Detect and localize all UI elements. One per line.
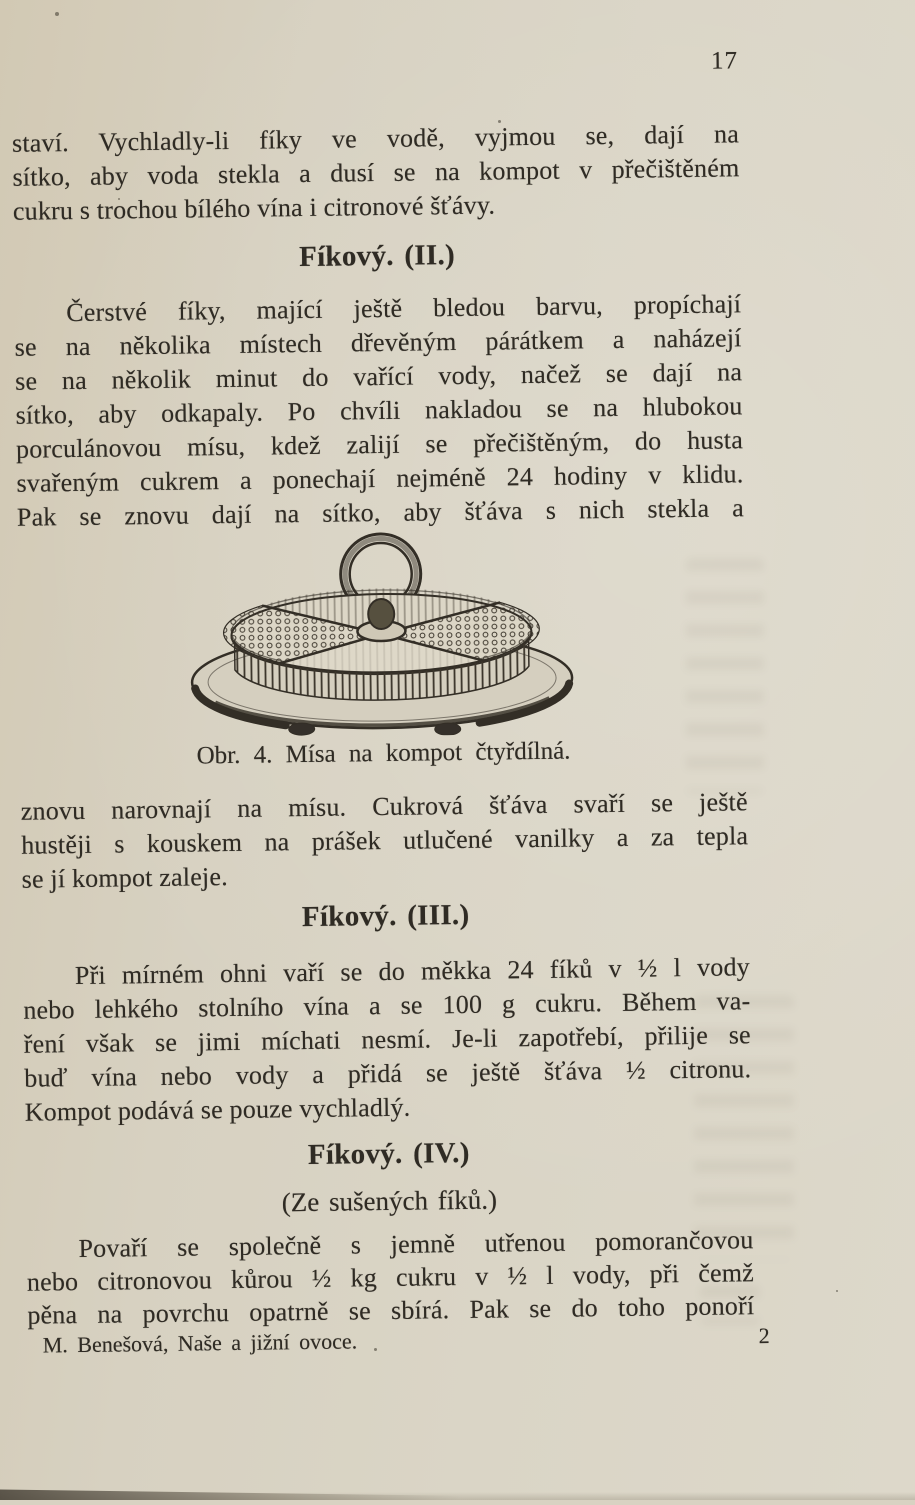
text-line: se na několik minut do vařící vody, načež se dají na [14, 357, 743, 396]
text-line: porculánovou mísu, kdež zalijí se přečištěným, do husta [15, 425, 744, 464]
text-line: ření však se jimi míchati nesmí. Je-li zapotřebí, přilije se [23, 1020, 751, 1059]
text-line: svařeným cukrem a ponechají nejméně 24 hodiny v klidu. [16, 459, 744, 498]
compote-dish-illustration [183, 525, 581, 738]
text-line: Při mírném ohni vaří se do měkka 24 fíků v ½ l vody [74, 952, 751, 991]
text-line: se na několika místech dřevěným párátkem a naházejí [14, 323, 742, 362]
text-line: cukru s trochou bílého vína i citronové šťávy. [12, 190, 496, 226]
section-heading-fikovy-3: Fíkový. (III.) [301, 898, 470, 934]
text-line: nebo citronovou kůrou ½ kg cukru v ½ l vody, při čemž [26, 1258, 755, 1297]
text-line: sítko, aby odkapaly. Po chvíli nakladou se na hlubokou [15, 391, 743, 430]
section-heading-fikovy-4: Fíkový. (IV.) [307, 1136, 470, 1172]
paragraph-continuation [12, 117, 740, 229]
figure-caption: Obr. 4. Mísa na kompot čtyřdílná. [196, 737, 571, 770]
footer-signature-mark: 2 [758, 1322, 770, 1349]
text-line: hustěji s kouskem na prášek utlučené vanilky a za tepla [21, 821, 749, 860]
paragraph-fikovy-4 [26, 1223, 754, 1332]
figure-compote-dish [17, 523, 771, 746]
footer-book-title: M. Benešová, Naše a jižní ovoce. [42, 1328, 358, 1358]
text-line: pěna na povrchu opatrně se sbírá. Pak se do toho ponoří [27, 1291, 755, 1330]
text-line: nebo lehkého stolního vína a se 100 g cukru. Během va- [23, 986, 751, 1025]
text-line: sítko, aby voda stekla a dusí se na kompot v přečištěném [12, 153, 740, 192]
paragraph-fikovy-2-continued [21, 785, 749, 897]
text-line: staví. Vychladly-li fíky ve vodě, vyjmou se, dají na [11, 119, 740, 158]
text-line: buď vína nebo vody a přidá se ještě šťáva ½ citronu. [24, 1054, 752, 1093]
section-subheading-dried-figs: (Ze sušených fíků.) [281, 1184, 498, 1218]
text-line: Čerstvé fíky, mající ještě bledou barvu, propíchají [66, 289, 742, 328]
section-heading-fikovy-2: Fíkový. (II.) [298, 239, 456, 274]
printed-content [10, 0, 770, 1505]
text-line: Pak se znovu dají na sítko, aby šťáva s nich stekla a [16, 493, 745, 532]
text-line: Povaří se společně s jemně utřenou pomorančovou [78, 1225, 754, 1264]
text-line: Kompot podává se pouze vychladlý. [24, 1092, 411, 1127]
page-number: 17 [710, 47, 739, 75]
text-line: znovu narovnají na mísu. Cukrová šťáva svaří se ještě [20, 787, 748, 826]
text-line: se jí kompot zaleje. [21, 862, 229, 894]
paragraph-fikovy-2 [14, 287, 744, 534]
paper-speck [836, 1290, 838, 1292]
paragraph-fikovy-3 [23, 950, 752, 1130]
